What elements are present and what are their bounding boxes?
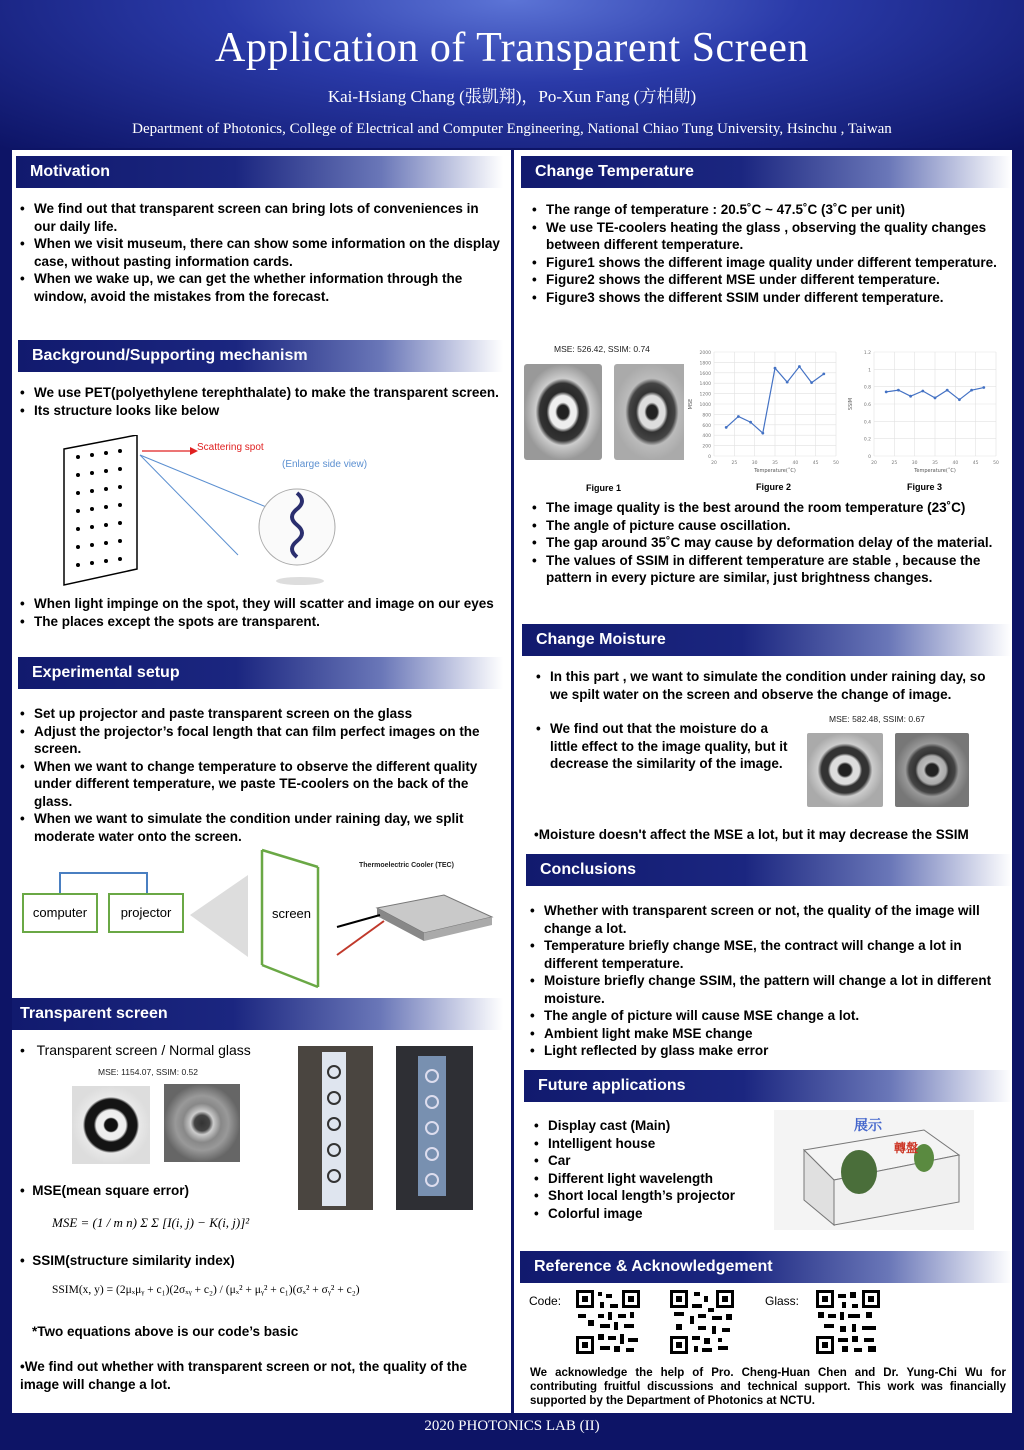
- list-item: • When we want to change temperature to observe the different quality under different temperature, we paste TE-coolers on the back of the glass.: [20, 758, 500, 811]
- fig2-xtick-label: 35: [772, 461, 778, 466]
- fig2-ytick-label: 1000: [699, 403, 711, 408]
- fig2-data-point: [786, 381, 789, 384]
- fig3-ytick-label: 0.4: [863, 420, 871, 426]
- qr-code-1: [574, 1288, 642, 1356]
- fig3-xlabel: Temperature(˚C): [914, 468, 956, 474]
- glass-label: Glass:: [765, 1294, 800, 1308]
- computer-box: computer: [22, 893, 98, 933]
- fig2-ylabel: MSE: [688, 398, 694, 410]
- screen-photos: [298, 1046, 498, 1212]
- fig3-ytick-label: 0.6: [863, 403, 871, 408]
- section-background-title: Background/Supporting mechanism: [18, 340, 503, 372]
- svg-text:轉盤: 轉盤: [894, 1141, 919, 1155]
- mse-label: • MSE(mean square error): [20, 1183, 190, 1198]
- list-item: • The places except the spots are transparent.: [20, 613, 500, 631]
- equation-note: *Two equations above is our code’s basic: [32, 1324, 299, 1339]
- fig2-data-point: [822, 372, 825, 375]
- moisture-metrics: MSE: 582.48, SSIM: 0.67: [829, 714, 925, 724]
- fig3-xtick-label: 40: [952, 461, 959, 466]
- list-item: • Its structure looks like below: [20, 402, 500, 420]
- qr-code-2: [668, 1288, 736, 1356]
- fig2-ytick-label: 1600: [699, 371, 711, 377]
- fig2-xtick-label: 20: [711, 461, 717, 466]
- list-item: • The values of SSIM in different temperature are stable , because the pattern in every picture are similar, just brightness changes.: [532, 552, 1004, 587]
- list-item: • Temperature briefly change MSE, the contract will change a lot in different temperature.: [530, 937, 1000, 972]
- fig2-ytick-label: 1400: [699, 382, 711, 388]
- transparent-compare-label: • Transparent screen / Normal glass: [20, 1042, 251, 1058]
- fig2-xtick-label: 45: [812, 461, 819, 466]
- fig3-xtick-label: 30: [911, 461, 918, 466]
- qr-codes: [574, 1288, 884, 1358]
- list-item: • Moisture briefly change SSIM, the pattern will change a lot in different moisture.: [530, 972, 1000, 1007]
- list-item: • The angle of picture will cause MSE change a lot.: [530, 1007, 1000, 1025]
- fig2-xtick-label: 30: [751, 461, 758, 466]
- fig2-data-point: [737, 415, 740, 418]
- fig2-data-point: [774, 367, 777, 370]
- fig2-data-point: [810, 381, 813, 384]
- fig3-ytick-label: 1: [868, 368, 871, 374]
- display-case-illustration: [774, 1110, 974, 1230]
- poster-title: Application of Transparent Screen: [215, 25, 809, 71]
- section-future-title: Future applications: [524, 1070, 1012, 1102]
- future-list: [534, 1117, 784, 1222]
- fig2-xtick-label: 25: [731, 461, 738, 466]
- background-list: [20, 384, 500, 419]
- moisture-list-2: [536, 720, 796, 773]
- fig3-data-point: [934, 397, 937, 400]
- list-item: • Intelligent house: [534, 1135, 784, 1153]
- code-label: Code:: [529, 1294, 562, 1308]
- fig2-data-point: [761, 432, 764, 435]
- list-item: • We use PET(polyethylene terephthalate) to make the transparent screen.: [20, 384, 500, 402]
- fig3-xtick-label: 35: [932, 461, 938, 466]
- conclusions-list: [530, 902, 1000, 1060]
- figure1-caption: Figure 1: [586, 483, 622, 493]
- motivation-list: [20, 200, 500, 305]
- setup-list: [20, 705, 500, 845]
- list-item: • Whether with transparent screen or not, the quality of the image will change a lot.: [530, 902, 1000, 937]
- transparent-metrics: MSE: 1154.07, SSIM: 0.52: [98, 1067, 199, 1077]
- ssim-label: • SSIM(structure similarity index): [20, 1253, 235, 1268]
- fig2-ytick-label: 400: [702, 434, 711, 440]
- list-item: • Colorful image: [534, 1205, 784, 1223]
- figure3-ssim-chart: [844, 344, 1004, 474]
- list-item: • Light reflected by glass make error: [530, 1042, 1000, 1060]
- fig2-ytick-label: 1800: [699, 361, 711, 367]
- list-item: • The gap around 35˚C may cause by deformation delay of the material.: [532, 534, 1004, 552]
- enlarge-side-view-label: (Enlarge side view): [282, 459, 368, 470]
- list-item: • We find out that the moisture do a little effect to the image quality, but it decrease the similarity of the image.: [536, 720, 796, 773]
- fig3-data-point: [982, 386, 985, 389]
- section-setup-title: Experimental setup: [18, 657, 503, 689]
- svg-text:展示: 展示: [854, 1118, 882, 1134]
- figure2-caption: Figure 2: [756, 482, 792, 492]
- list-item: • We find out that transparent screen can bring lots of conveniences in our daily life.: [20, 200, 500, 235]
- moisture-note: •Moisture doesn't affect the MSE a lot, but it may decrease the SSIM: [534, 827, 969, 842]
- list-item: • Figure1 shows the different image quality under different temperature.: [532, 254, 1002, 272]
- fig3-ytick-label: 0.8: [863, 385, 871, 391]
- fig3-xtick-label: 45: [972, 461, 979, 466]
- ssim-formula: SSIM(x, y) = (2μₓμᵧ + c₁)(2σₓᵧ + c₂) / (μₓ² + μᵧ² + c₁)(σₓ² + σᵧ² + c₂): [52, 1284, 360, 1296]
- list-item: • Figure2 shows the different MSE under different temperature.: [532, 271, 1002, 289]
- fig2-ytick-label: 1200: [699, 392, 711, 398]
- screen-label: screen: [272, 906, 312, 921]
- list-item: • The range of temperature : 20.5˚C ~ 47.5˚C (3˚C per unit): [532, 201, 1002, 219]
- fig3-xtick-label: 20: [871, 461, 877, 466]
- fig3-data-point: [921, 390, 924, 393]
- temperature-list: [532, 201, 1002, 306]
- left-column: [12, 150, 511, 1413]
- fig3-data-point: [897, 389, 900, 392]
- list-item: • When we want to simulate the condition under raining day, we split moderate water onto the screen.: [20, 810, 500, 845]
- fig2-xtick-label: 40: [792, 461, 799, 466]
- poster-footer: 2020 PHOTONICS LAB (II): [424, 1418, 600, 1434]
- fig2-data-point: [749, 421, 752, 424]
- fig2-ytick-label: 0: [708, 455, 711, 460]
- fig2-xtick-label: 50: [833, 461, 839, 466]
- list-item: • When light impinge on the spot, they will scatter and image on our eyes: [20, 595, 500, 613]
- list-item: • When we wake up, we can get the whether information through the window, avoid the mistakes from the forecast.: [20, 270, 500, 305]
- list-item: • When we visit museum, there can show some information on the display case, without pasting information cards.: [20, 235, 500, 270]
- list-item: • Car: [534, 1152, 784, 1170]
- fig3-data-point: [970, 389, 973, 392]
- transparent-conclusion: •We find out whether with transparent screen or not, the quality of the image will change a lot.: [20, 1359, 468, 1392]
- figure1-images: [524, 362, 694, 462]
- fig3-data-point: [958, 398, 961, 401]
- fig3-data-point: [909, 395, 912, 398]
- projector-box: projector: [108, 893, 184, 933]
- list-item: • The angle of picture cause oscillation.: [532, 517, 1004, 535]
- tec-title: Thermoelectric Cooler (TEC): [359, 862, 454, 869]
- list-item: • Short local length’s projector: [534, 1187, 784, 1205]
- poster-department: Department of Photonics, College of Electrical and Computer Engineering, National Chiao Tung University, Hsinchu , Taiwan: [132, 121, 892, 137]
- list-item: • We use TE-coolers heating the glass , observing the quality changes between different temperature.: [532, 219, 1002, 254]
- poster-header: [0, 0, 1024, 148]
- fig3-ytick-label: 0: [868, 455, 871, 460]
- fig2-xlabel: Temperature(˚C): [754, 468, 796, 474]
- figure1-metrics: MSE: 526.42, SSIM: 0.74: [554, 344, 650, 354]
- section-temperature-title: Change Temperature: [521, 156, 1011, 188]
- section-transparent-title: Transparent screen: [12, 998, 503, 1030]
- moisture-list-1: [536, 668, 986, 703]
- list-item: • Different light wavelength: [534, 1170, 784, 1188]
- fig3-data-point: [946, 389, 949, 392]
- background-list-2: [20, 595, 500, 630]
- list-item: • Adjust the projector’s focal length that can film perfect images on the screen.: [20, 723, 500, 758]
- section-reference-title: Reference & Acknowledgement: [520, 1251, 1012, 1283]
- temperature-list-2: [532, 499, 1004, 587]
- fig2-data-point: [798, 365, 801, 368]
- fig2-ytick-label: 600: [702, 423, 711, 429]
- fig2-data-point: [725, 426, 728, 429]
- list-item: • Display cast (Main): [534, 1117, 784, 1135]
- mse-formula: MSE = (1 / m n) Σ Σ [I(i, j) − K(i, j)]²: [52, 1215, 250, 1230]
- fig2-ytick-label: 800: [702, 413, 711, 419]
- transparent-vs-glass-images: [72, 1084, 242, 1166]
- fig3-ylabel: SSIM: [848, 397, 854, 411]
- list-item: • Ambient light make MSE change: [530, 1025, 1000, 1043]
- acknowledgement-text: We acknowledge the help of Pro. Cheng-Huan Chen and Dr. Yung-Chi Wu for contributing fruitful discussions and technical support. This work was financially supported by the Department of Photonics at NCTU.: [530, 1367, 1006, 1407]
- section-moisture-title: Change Moisture: [522, 624, 1011, 656]
- figure2-mse-chart: [684, 344, 844, 474]
- fig3-ytick-label: 1.2: [863, 351, 871, 356]
- scattering-spot-label: Scattering spot: [197, 442, 264, 453]
- fig2-ytick-label: 200: [702, 444, 711, 450]
- list-item: • Set up projector and paste transparent screen on the glass: [20, 705, 500, 723]
- qr-code-3: [814, 1288, 882, 1356]
- fig3-data-point: [885, 390, 888, 393]
- moisture-images: [807, 731, 972, 809]
- fig2-ytick-label: 2000: [699, 351, 711, 356]
- section-conclusions-title: Conclusions: [526, 854, 1012, 886]
- section-motivation-title: Motivation: [16, 156, 503, 188]
- list-item: • In this part , we want to simulate the condition under raining day, so we spilt water on the screen and observe the change of image.: [536, 668, 986, 703]
- fig3-ytick-label: 0.2: [863, 437, 871, 443]
- list-item: • Figure3 shows the different SSIM under different temperature.: [532, 289, 1002, 307]
- fig3-xtick-label: 25: [891, 461, 898, 466]
- poster-authors: Kai-Hsiang Chang (張凱翔)，Po-Xun Fang (方柏勛): [327, 87, 697, 106]
- right-column: [514, 150, 1012, 1413]
- figure3-caption: Figure 3: [907, 482, 943, 492]
- list-item: • The image quality is the best around the room temperature (23˚C): [532, 499, 1004, 517]
- fig3-xtick-label: 50: [993, 461, 999, 466]
